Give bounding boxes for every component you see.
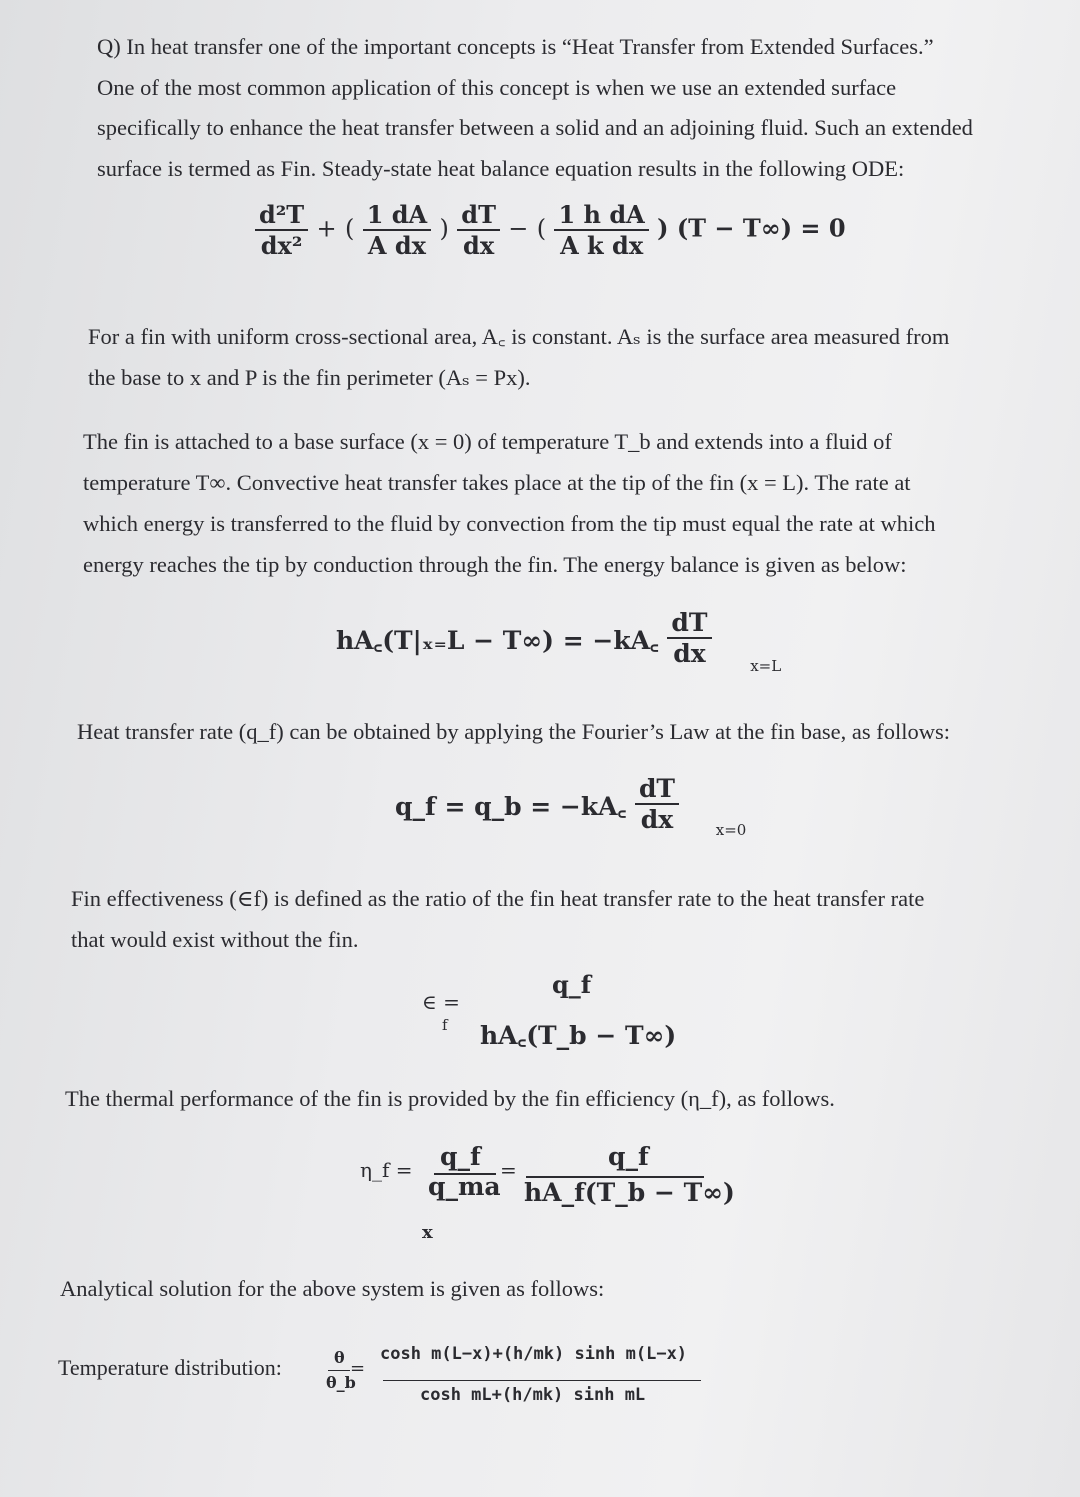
efficiency-denominator-1: q_ma (428, 1172, 501, 1201)
text-line: One of the most common application of this concept is when we use an extended surface (97, 74, 897, 100)
temperature-distribution (58, 1340, 738, 1430)
energy-balance-equation (336, 608, 782, 675)
ode-term1-fraction: $\frac{1 dA}{\text{A dx}}$ (363, 200, 431, 260)
efficiency-numerator-2: q_f (608, 1142, 649, 1171)
theta-fraction-bar (328, 1370, 350, 1371)
text-line: that would exist without the fin. (71, 927, 359, 952)
energy-balance-lhs: hA꜀(T|ₓ₌L − T∞) = −kA꜀ (336, 625, 659, 655)
heat-rate-paragraph (77, 712, 1027, 751)
ode-lhs-fraction: $\frac{\text{d²T}}{\text{dx²}}$ (255, 200, 308, 260)
effectiveness-paragraph (71, 878, 1017, 960)
temperature-distribution-label: Temperature distribution: (58, 1355, 282, 1380)
text-line: Q) In heat transfer one of the important concepts is “Heat Transfer from Extended Surfaces.” (97, 34, 934, 59)
text-line: Analytical solution for the above system is given as follows: (60, 1276, 605, 1301)
ode-term2-fraction: $\frac{dT}{dx}$ (457, 200, 500, 260)
efficiency-paragraph (65, 1079, 1015, 1118)
solution-numerator: cosh m(L−x)+(h/mk) sinh m(L−x) (380, 1344, 688, 1364)
text-line: Heat transfer rate (q_f) can be obtained by applying the Fourier’s Law at the fin base, as follows: (77, 719, 951, 744)
ode-tail: ) (T − T∞) = 0 (657, 213, 846, 243)
question-paragraph (97, 27, 1023, 189)
fourier-lhs: q_f = q_b = −kA꜀ (395, 791, 627, 821)
fin-base-paragraph (83, 421, 1021, 585)
text-line: The fin is attached to a base surface (x = 0) of temperature T_b and extends into a fluid of (83, 429, 892, 454)
text-line: Fin effectiveness (∈f) is defined as the ratio of the fin heat transfer rate to the heat transfer rate (71, 886, 925, 911)
text-line: specifically to enhance the heat transfer between a solid and an adjoining fluid. Such an extended (97, 115, 973, 140)
ode-equation: $\frac{\text{d²T}}{\text{dx²}}$ + ( $\frac{1 dA}{\text{A dx}}$ ) $\frac{dT}{dx}$ − ( $\frac{\text{1 h dA}}{\text{A k dx}}$ ) (T − T∞) = 0 (255, 200, 846, 260)
efficiency-equation (360, 1140, 735, 1250)
plus-sign: + (316, 214, 337, 243)
uniform-area-paragraph (88, 316, 1022, 398)
efficiency-numerator-1: q_f (440, 1142, 481, 1171)
effectiveness-subscript: f (442, 1016, 448, 1034)
efficiency-symbol: η_f = (360, 1158, 413, 1182)
effectiveness-denominator: hA꜀(T_b − T∞) (480, 1021, 677, 1050)
text-line: the base to x and P is the fin perimeter (Aₛ = Px). (88, 365, 531, 390)
effectiveness-numerator: q_f (552, 970, 592, 999)
text-line: which energy is transferred to the fluid by convection from the tip must equal the rate at which (83, 511, 936, 536)
equals-sign: = (500, 1158, 517, 1182)
fourier-fraction: $\frac{dT}{dx}$ (635, 774, 679, 834)
analytical-paragraph (60, 1269, 1010, 1308)
theta-numerator: θ (334, 1348, 345, 1367)
effectiveness-equation (422, 968, 682, 1058)
evaluation-point: x=0 (715, 820, 747, 839)
theta-b-denominator: θ_b (326, 1373, 356, 1392)
solution-fraction-bar (383, 1380, 701, 1381)
minus-sign: − (508, 214, 529, 243)
ode-term3-fraction: $\frac{\text{1 h dA}}{\text{A k dx}}$ (554, 200, 648, 260)
energy-balance-fraction: $\frac{dT}{dx}$ (667, 608, 711, 668)
solution-denominator: cosh mL+(h/mk) sinh mL (420, 1385, 646, 1405)
equals-sign: = (350, 1358, 366, 1379)
text-line: temperature T∞. Convective heat transfer takes place at the tip of the fin (x = L). The rate at (83, 470, 911, 495)
text-line: For a fin with uniform cross-sectional area, A꜀ is constant. Aₛ is the surface area measured from (88, 324, 950, 349)
text-line: The thermal performance of the fin is provided by the fin efficiency (η_f), as follows. (65, 1086, 835, 1111)
effectiveness-symbol: ∈ = (422, 990, 460, 1014)
fourier-law-equation (395, 774, 747, 839)
efficiency-denominator-1-x: x (422, 1222, 433, 1243)
evaluation-point: x=L (750, 656, 782, 675)
text-line: surface is termed as Fin. Steady-state heat balance equation results in the following ODE: (97, 155, 905, 181)
efficiency-denominator-2: hA_f(T_b − T∞) (524, 1178, 735, 1207)
text-line: energy reaches the tip by conduction through the fin. The energy balance is given as below: (83, 552, 907, 577)
